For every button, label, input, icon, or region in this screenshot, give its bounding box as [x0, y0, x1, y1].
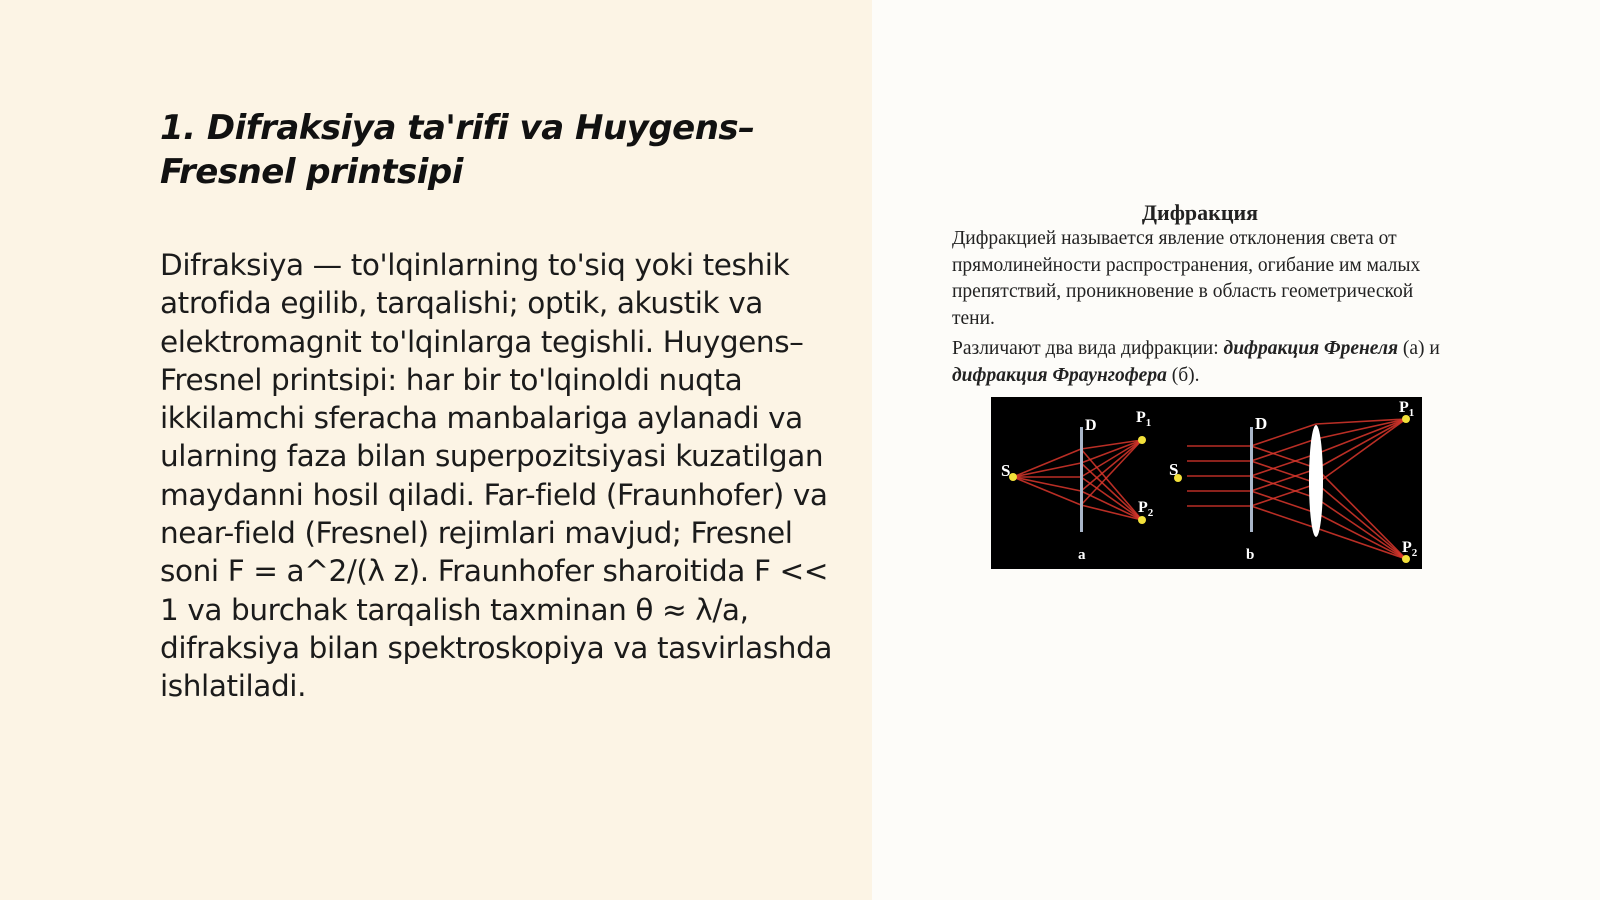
fresnel-rays: [1013, 440, 1142, 520]
fraunhofer-rays: [1187, 419, 1406, 559]
fresnel-point-p1: [1138, 436, 1146, 444]
fraunhofer-label-s: S: [1169, 460, 1179, 479]
fresnel-point-p2: [1138, 516, 1146, 524]
fraunhofer-focused-ray: [1316, 483, 1406, 559]
diffraction-figure: [952, 200, 1452, 389]
fraunhofer-focused-ray: [1316, 513, 1406, 559]
fresnel-label-p2: $P_2$: [1138, 499, 1154, 519]
fresnel-label-s: S: [1001, 461, 1011, 480]
types-prefix: Различают два вида дифракции:: [952, 338, 1224, 359]
fresnel-diffracted-ray: [1081, 440, 1142, 463]
fraunhofer-caption: b: [1246, 547, 1255, 563]
fresnel-incident-ray: [1013, 477, 1081, 491]
slide-title: 1. Difraksiya ta'rifi va Huygens–Fresnel printsipi: [160, 108, 755, 192]
fraunhofer-label-d: D: [1255, 414, 1268, 433]
diffraction-diagram-svg: [991, 397, 1422, 569]
fraunhofer-label-p2: $P_2$: [1402, 539, 1418, 559]
fraunhofer-focused-ray: [1316, 528, 1406, 559]
fraunhofer-focused-ray: [1316, 419, 1406, 469]
lens: [1309, 425, 1323, 537]
fraunhofer-focused-ray: [1316, 468, 1406, 559]
fraunhofer-screen: [1250, 427, 1253, 532]
fresnel-incident-ray: [1013, 463, 1081, 477]
type-fresnel: дифракция Френеля: [1223, 338, 1399, 359]
fresnel-incident-ray: [1013, 477, 1081, 505]
figure-definition: Дифракцией называется явление отклонения света от прямолинейности распространения, огибание им малых препятствий, проникновение в область геометрической тени.: [952, 228, 1421, 329]
fraunhofer-point-p2: [1402, 555, 1410, 563]
diffraction-diagram: [991, 397, 1422, 569]
fraunhofer-label-p1: $P_1$: [1399, 399, 1415, 419]
fresnel-label-d: D: [1085, 417, 1097, 434]
fraunhofer-focused-ray: [1316, 498, 1406, 559]
label-b: (б).: [1166, 364, 1200, 386]
fresnel-caption: a: [1078, 547, 1086, 563]
label-a: (а) и: [1398, 338, 1440, 359]
fresnel-incident-ray: [1013, 449, 1081, 477]
type-fraunhofer: дифракция Фраунгофера: [952, 364, 1167, 386]
slide-body-text: Difraksiya — to'lqinlarning to'siq yoki teshik atrofida egilib, tarqalishi; optik, akustik va elektromagnit to'lqinlarga tegishli. Huygens–Fresnel printsipi: har bir to'lqinoldi nuqta ikkilamchi sferacha manbalariga aylanadi va ularning faza bilan superpozitsiyasi kuzatilgan maydanni hosil qiladi. Far-field (Fraunhofer) va near-field (Fresnel) rejimlari mavjud; Fresnel soni F = a^2/(λ z). Fraunhofer sharoitida F << 1 va burchak tarqalish taxminan θ ≈ λ/a, difraksiya bilan spektroskopiya va tasvirlashda ishlatiladi.: [160, 248, 833, 704]
figure-title: Дифракция: [1141, 200, 1259, 225]
fresnel-screen: [1080, 427, 1083, 532]
fresnel-label-p1: $P_1$: [1136, 409, 1152, 429]
figure-types: [952, 336, 1452, 389]
